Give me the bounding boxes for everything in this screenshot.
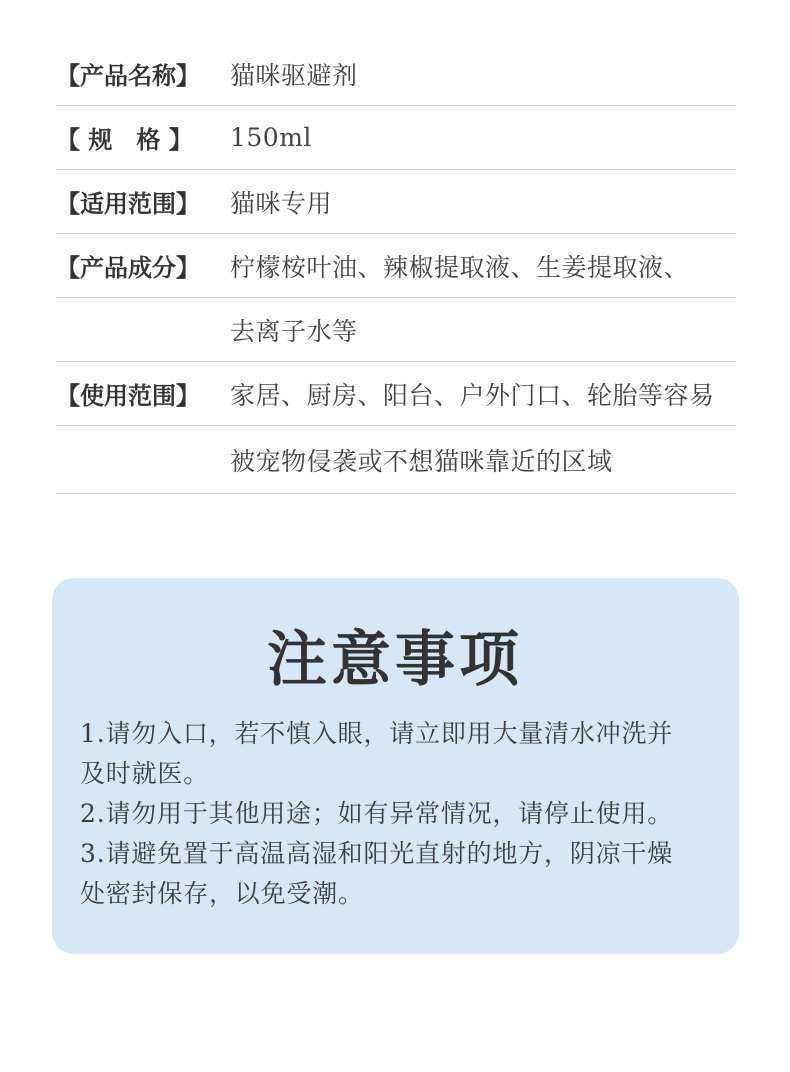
notice-line: 3.请避免置于高温高湿和阳光直射的地方，阴凉干燥	[80, 839, 674, 868]
notice-line: 2.请勿用于其他用途；如有异常情况，请停止使用。	[80, 799, 674, 828]
notice-title: 注意事项	[267, 625, 523, 695]
spec-value: 猫咪专用	[230, 188, 333, 218]
spec-row-usage-range-continued	[56, 426, 735, 494]
spec-row-applicable-range	[56, 170, 735, 234]
product-spec-table	[56, 42, 735, 494]
notice-list	[80, 714, 720, 914]
spec-row-ingredients-continued	[56, 298, 735, 362]
spec-row-usage-range	[56, 362, 735, 426]
notice-line: 处密封保存，以免受潮。	[80, 879, 364, 908]
spec-row-size	[56, 106, 735, 170]
spec-value: 去离子水等	[230, 316, 358, 346]
spec-label: 【适用范围】	[56, 189, 200, 218]
spec-row-ingredients	[56, 234, 735, 298]
spec-value: 150ml	[230, 123, 312, 152]
spec-value: 家居、厨房、阳台、户外门口、轮胎等容易	[230, 380, 715, 410]
spec-label: 【产品成分】	[56, 253, 200, 282]
spec-label: 【 规 格 】	[56, 125, 193, 154]
spec-row-product-name	[56, 42, 735, 106]
notice-line: 1.请勿入口，若不慎入眼，请立即用大量清水冲洗并	[80, 719, 674, 748]
notice-line: 及时就医。	[80, 759, 210, 788]
spec-label: 【产品名称】	[56, 61, 200, 90]
spec-value: 柠檬桉叶油、辣椒提取液、生姜提取液、	[230, 252, 690, 282]
spec-value: 猫咪驱避剂	[230, 60, 358, 90]
spec-label: 【使用范围】	[56, 381, 200, 410]
spec-value: 被宠物侵袭或不想猫咪靠近的区域	[230, 446, 613, 476]
